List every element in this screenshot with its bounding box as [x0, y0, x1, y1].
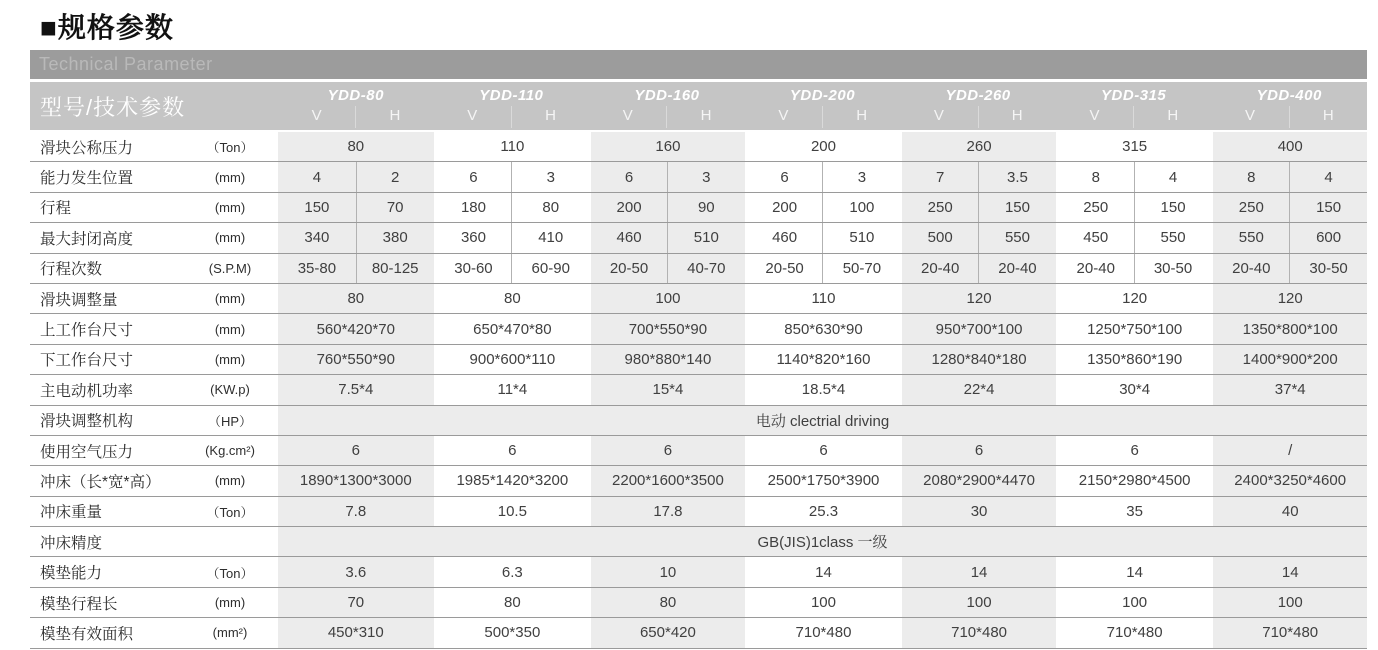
- table-row: [30, 223, 1367, 253]
- value-cell: 37*4: [1211, 375, 1367, 404]
- value-cell-h: 150: [1134, 193, 1212, 222]
- header-model-label: 型号/技术参数: [40, 94, 186, 120]
- value-cell-v: 35-80: [278, 254, 356, 283]
- value-cell-span: GB(JIS)1class 一级: [278, 527, 1367, 556]
- value-cell-v: 30-60: [434, 254, 512, 283]
- row-label: 滑块公称压力: [40, 139, 134, 157]
- table-row: [30, 375, 1367, 405]
- value-cell-v: 360: [434, 223, 512, 252]
- value-cell-v: 250: [1056, 193, 1134, 222]
- value-cell-h: 510: [822, 223, 900, 252]
- value-cell: 100: [900, 588, 1056, 617]
- spec-table: [30, 50, 1367, 649]
- value-cell-v: 200: [589, 193, 667, 222]
- value-cell-v: 7: [900, 162, 978, 191]
- value-cell: 120: [1056, 284, 1212, 313]
- value-cell: 400: [1211, 132, 1367, 161]
- row-label: 使用空气压力: [40, 443, 134, 461]
- row-label: 滑块调整量: [40, 291, 118, 309]
- row-unit: （HP）: [207, 413, 253, 429]
- value-cell: 18.5*4: [745, 375, 901, 404]
- value-cell: 120: [900, 284, 1056, 313]
- value-cell-v: 460: [745, 223, 823, 252]
- value-cell: 2150*2980*4500: [1056, 466, 1212, 495]
- sub-col-H: H: [1133, 106, 1211, 128]
- sub-col-H: H: [978, 106, 1056, 128]
- row-unit: [182, 527, 278, 556]
- model-name: YDD-110: [479, 87, 544, 104]
- value-cell: 1985*1420*3200: [434, 466, 590, 495]
- model-header-YDD-160: [589, 82, 745, 130]
- sub-col-V: V: [933, 107, 944, 124]
- value-cell: 2400*3250*4600: [1211, 466, 1367, 495]
- table-row: [30, 132, 1367, 162]
- value-cell-h: 30-50: [1289, 254, 1367, 283]
- value-cell: 100: [589, 284, 745, 313]
- value-cell-h: 4: [1134, 162, 1212, 191]
- value-cell: 900*600*110: [434, 345, 590, 374]
- row-label: 模垫有效面积: [40, 625, 134, 643]
- value-cell-h: 550: [1134, 223, 1212, 252]
- value-cell-h: 80: [511, 193, 589, 222]
- table-row: [30, 406, 1367, 436]
- table-row: [30, 193, 1367, 223]
- value-cell: 17.8: [589, 497, 745, 526]
- value-cell: 14: [1211, 557, 1367, 586]
- sub-col-H: H: [1289, 106, 1367, 128]
- value-cell: 100: [1056, 588, 1212, 617]
- sub-col-V: V: [1089, 107, 1100, 124]
- value-cell: 120: [1211, 284, 1367, 313]
- value-cell: 80: [589, 588, 745, 617]
- row-label: 冲床精度: [40, 534, 103, 552]
- value-cell: 1280*840*180: [900, 345, 1056, 374]
- model-header-YDD-200: [745, 82, 901, 130]
- value-cell-h: 3: [667, 162, 745, 191]
- sub-col-H: H: [822, 106, 900, 128]
- model-name: YDD-315: [1101, 87, 1167, 104]
- row-label: 冲床重量: [40, 504, 103, 522]
- table-body: [30, 132, 1367, 649]
- row-label: 主电动机功率: [40, 382, 134, 400]
- model-name: YDD-400: [1256, 87, 1322, 104]
- value-cell: 100: [1211, 588, 1367, 617]
- value-cell: 80: [278, 132, 434, 161]
- row-unit: (mm²): [212, 625, 248, 641]
- sub-col-V: V: [311, 107, 322, 124]
- row-label: 下工作台尺寸: [40, 352, 134, 370]
- model-name: YDD-260: [945, 87, 1011, 104]
- row-label: 冲床（长*宽*高）: [40, 473, 161, 491]
- row-label: 能力发生位置: [40, 170, 134, 188]
- value-cell: 315: [1056, 132, 1212, 161]
- value-cell-h: 60-90: [511, 254, 589, 283]
- value-cell: 6: [900, 436, 1056, 465]
- row-unit: （Ton）: [206, 504, 254, 520]
- value-cell-v: 20-40: [900, 254, 978, 283]
- value-cell-v: 460: [589, 223, 667, 252]
- table-row: [30, 618, 1367, 648]
- value-cell-v: 550: [1211, 223, 1289, 252]
- row-label: 模垫行程长: [40, 595, 118, 613]
- row-unit: (mm): [214, 199, 246, 215]
- value-cell: 30*4: [1056, 375, 1212, 404]
- value-cell: 2200*1600*3500: [589, 466, 745, 495]
- table-row: [30, 497, 1367, 527]
- value-cell: 200: [745, 132, 901, 161]
- row-label: 最大封闭高度: [40, 230, 134, 248]
- value-cell: 15*4: [589, 375, 745, 404]
- row-label: 模垫能力: [40, 565, 103, 583]
- value-cell-v: 340: [278, 223, 356, 252]
- model-header-YDD-400: [1211, 82, 1367, 130]
- value-cell-v: 8: [1211, 162, 1289, 191]
- table-banner: Technical Parameter: [30, 50, 1367, 79]
- value-cell-v: 150: [278, 193, 356, 222]
- value-cell: 2500*1750*3900: [745, 466, 901, 495]
- page-title: ■规格参数: [40, 12, 174, 43]
- table-row: [30, 557, 1367, 587]
- value-cell-h: 4: [1289, 162, 1367, 191]
- table-row: [30, 345, 1367, 375]
- value-cell: 1140*820*160: [745, 345, 901, 374]
- table-row: [30, 527, 1367, 557]
- table-row: [30, 254, 1367, 284]
- value-cell: 6: [589, 436, 745, 465]
- value-cell-h: 550: [978, 223, 1056, 252]
- sub-col-V: V: [778, 107, 789, 124]
- value-cell: 40: [1211, 497, 1367, 526]
- value-cell: 500*350: [434, 618, 590, 647]
- value-cell-v: 500: [900, 223, 978, 252]
- value-cell: 6.3: [434, 557, 590, 586]
- value-cell-h: 410: [511, 223, 589, 252]
- value-cell: 560*420*70: [278, 314, 434, 343]
- table-row: [30, 314, 1367, 344]
- row-unit: (mm): [214, 321, 246, 337]
- value-cell: 160: [589, 132, 745, 161]
- value-cell-h: 380: [356, 223, 434, 252]
- value-cell: 1400*900*200: [1211, 345, 1367, 374]
- value-cell-h: 150: [978, 193, 1056, 222]
- value-cell: 1350*860*190: [1056, 345, 1212, 374]
- value-cell-h: 100: [822, 193, 900, 222]
- sub-col-H: H: [511, 106, 589, 128]
- value-cell-h: 70: [356, 193, 434, 222]
- value-cell-h: 3.5: [978, 162, 1056, 191]
- value-cell-h: 600: [1289, 223, 1367, 252]
- value-cell-v: 20-40: [1211, 254, 1289, 283]
- value-cell: 2080*2900*4470: [900, 466, 1056, 495]
- value-cell: 14: [1056, 557, 1212, 586]
- value-cell: 6: [278, 436, 434, 465]
- value-cell: 110: [434, 132, 590, 161]
- value-cell: 10: [589, 557, 745, 586]
- value-cell-v: 200: [745, 193, 823, 222]
- value-cell: 260: [900, 132, 1056, 161]
- value-cell-v: 180: [434, 193, 512, 222]
- row-unit: (mm): [214, 291, 246, 307]
- value-cell: 450*310: [278, 618, 434, 647]
- value-cell: 710*480: [1211, 618, 1367, 647]
- value-cell-v: 20-50: [589, 254, 667, 283]
- value-cell: 1350*800*100: [1211, 314, 1367, 343]
- table-row: [30, 162, 1367, 192]
- value-cell: 760*550*90: [278, 345, 434, 374]
- table-header-row: [30, 82, 1367, 130]
- model-header-YDD-110: [434, 82, 590, 130]
- table-row: [30, 284, 1367, 314]
- value-cell-h: 150: [1289, 193, 1367, 222]
- value-cell: /: [1211, 436, 1367, 465]
- value-cell: 70: [278, 588, 434, 617]
- row-unit: (mm): [214, 351, 246, 367]
- value-cell-h: 20-40: [978, 254, 1056, 283]
- value-cell-v: 6: [589, 162, 667, 191]
- value-cell-v: 450: [1056, 223, 1134, 252]
- row-unit: (S.P.M): [208, 260, 252, 276]
- value-cell-v: 6: [434, 162, 512, 191]
- value-cell: 6: [434, 436, 590, 465]
- sub-col-V: V: [1245, 107, 1256, 124]
- value-cell: 950*700*100: [900, 314, 1056, 343]
- value-cell-h: 510: [667, 223, 745, 252]
- value-cell-v: 250: [1211, 193, 1289, 222]
- sub-col-V: V: [622, 107, 633, 124]
- value-cell: 6: [745, 436, 901, 465]
- sub-col-H: H: [355, 106, 433, 128]
- value-cell-v: 4: [278, 162, 356, 191]
- value-cell-v: 250: [900, 193, 978, 222]
- value-cell: 980*880*140: [589, 345, 745, 374]
- row-unit: （Ton）: [206, 565, 254, 581]
- model-name: YDD-160: [634, 87, 700, 104]
- value-cell: 80: [278, 284, 434, 313]
- value-cell: 710*480: [900, 618, 1056, 647]
- value-cell-v: 8: [1056, 162, 1134, 191]
- row-unit: （Ton）: [206, 140, 254, 156]
- value-cell: 650*470*80: [434, 314, 590, 343]
- value-cell: 14: [900, 557, 1056, 586]
- value-cell: 850*630*90: [745, 314, 901, 343]
- value-cell: 710*480: [1056, 618, 1212, 647]
- value-cell-h: 3: [822, 162, 900, 191]
- value-cell: 25.3: [745, 497, 901, 526]
- sub-col-V: V: [467, 107, 478, 124]
- value-cell: 6: [1056, 436, 1212, 465]
- model-header-YDD-315: [1056, 82, 1212, 130]
- value-cell: 14: [745, 557, 901, 586]
- value-cell: 650*420: [589, 618, 745, 647]
- value-cell: 100: [745, 588, 901, 617]
- value-cell: 22*4: [900, 375, 1056, 404]
- model-name: YDD-80: [327, 87, 384, 104]
- value-cell: 80: [434, 284, 590, 313]
- value-cell-h: 90: [667, 193, 745, 222]
- row-unit: (mm): [214, 473, 246, 489]
- table-row: [30, 466, 1367, 496]
- value-cell: 3.6: [278, 557, 434, 586]
- row-unit: (KW.p): [210, 382, 250, 398]
- value-cell-h: 30-50: [1134, 254, 1212, 283]
- value-cell: 110: [745, 284, 901, 313]
- row-label: 滑块调整机构: [40, 413, 134, 431]
- table-row: [30, 588, 1367, 618]
- value-cell-h: 2: [356, 162, 434, 191]
- row-label: 上工作台尺寸: [40, 322, 134, 340]
- value-cell: 80: [434, 588, 590, 617]
- value-cell: 11*4: [434, 375, 590, 404]
- model-header-YDD-80: [278, 82, 434, 130]
- value-cell-h: 3: [511, 162, 589, 191]
- value-cell: 7.5*4: [278, 375, 434, 404]
- value-cell-v: 6: [745, 162, 823, 191]
- value-cell-span: 电动 clectrial driving: [278, 406, 1367, 435]
- value-cell-h: 50-70: [822, 254, 900, 283]
- value-cell: 10.5: [434, 497, 590, 526]
- value-cell: 710*480: [745, 618, 901, 647]
- table-row: [30, 436, 1367, 466]
- row-label: 行程: [40, 200, 72, 218]
- value-cell-h: 80-125: [356, 254, 434, 283]
- value-cell: 1890*1300*3000: [278, 466, 434, 495]
- value-cell: 7.8: [278, 497, 434, 526]
- row-label: 行程次数: [40, 261, 103, 279]
- value-cell: 700*550*90: [589, 314, 745, 343]
- sub-col-H: H: [666, 106, 744, 128]
- value-cell: 1250*750*100: [1056, 314, 1212, 343]
- row-unit: (mm): [214, 230, 246, 246]
- value-cell: 30: [900, 497, 1056, 526]
- model-name: YDD-200: [789, 87, 856, 104]
- value-cell-v: 20-40: [1056, 254, 1134, 283]
- row-unit: (mm): [214, 169, 246, 185]
- row-unit: (mm): [214, 595, 246, 611]
- model-header-YDD-260: [900, 82, 1056, 130]
- value-cell-v: 20-50: [745, 254, 823, 283]
- row-unit: (Kg.cm²): [205, 443, 255, 459]
- value-cell-h: 40-70: [667, 254, 745, 283]
- value-cell: 35: [1056, 497, 1212, 526]
